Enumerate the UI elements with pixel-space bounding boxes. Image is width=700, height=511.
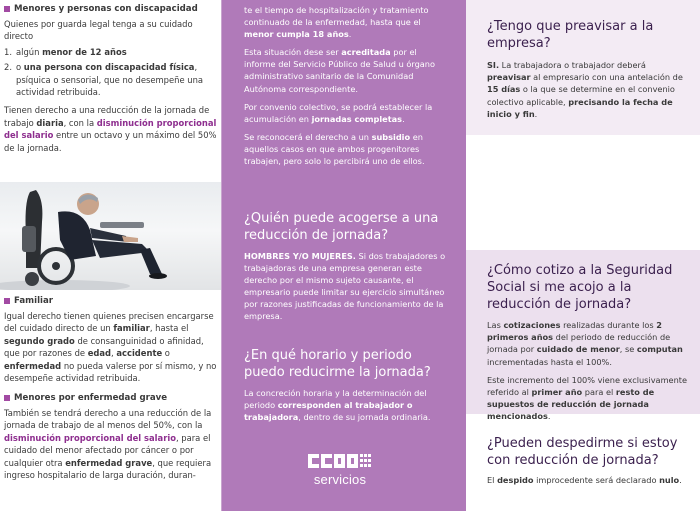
panel-middle <box>222 0 466 511</box>
section-title: Menores y personas con discapacidad <box>4 4 218 14</box>
paragraph: También se tendrá derecho a una reducción de la jornada de trabajo de al menos del 50%, con la disminución proporcional del salario, para el cuidado del menor afectado por cáncer o por cualquier otra enfermedad grave, que requiera ingreso hospitalario de larga duración, duran- <box>4 408 212 481</box>
paragraph: Igual derecho tienen quienes precisen encargarse del cuidado directo de un familiar, hasta el segundo grado de consanguinidad o afinidad, que por razones de edad, accidente o enfermedad no pueda valerse por sí mismo, y no desempeñe actividad retribuida. <box>4 311 217 384</box>
section-familiar <box>4 296 218 384</box>
section-horario <box>244 347 448 423</box>
paragraph: Las cotizaciones realizadas durante los 2 primeros años del periodo de reducción de jornada por cuidado de menor, se computan incrementadas hasta el 100%. <box>487 320 683 367</box>
paragraph: Tienen derecho a una reducción de la jornada de trabajo diaria, con la disminución proporcional del salario entre un octavo y un máximo del 50% de la jornada. <box>4 105 217 153</box>
section-heading: ¿Quién puede acogerse a una reducción de jornada? <box>244 211 439 243</box>
photo-man-wheelchair <box>0 182 222 290</box>
intro-text: Quienes por guarda legal tenga a su cuidado directo <box>4 19 193 42</box>
panel-right <box>466 0 700 511</box>
section-heading: ¿Cómo cotizo a la Seguridad Social si me acojo a la reducción de jornada? <box>487 263 673 312</box>
section-menores-discapacidad <box>4 4 218 154</box>
section-quien <box>244 210 448 323</box>
ccoo-letters-icon <box>306 452 374 470</box>
section-preavisar <box>487 18 692 120</box>
paragraph: HOMBRES Y/O MUJERES. Si dos trabajadores o trabajadoras de una empresa generan este derecho por el mismo sujeto causante, el empresario puede limitar su ejercicio simultáneo por razones justificadas de funcionamiento de la empresa. <box>244 251 446 322</box>
paragraph: Este incremento del 100% viene exclusivamente referido al primer año para el resto de supuestos de reducción de jornada mencionados. <box>487 374 688 422</box>
bullet-square-icon <box>4 298 10 304</box>
section-title: Menores por enfermedad grave <box>4 393 218 403</box>
list-item: 2. o una persona con discapacidad física, psíquica o sensorial, que no desempeñe una actividad retribuida. <box>4 62 204 98</box>
section-title: Familiar <box>4 296 218 306</box>
section-enfermedad-grave <box>4 393 218 481</box>
middle-text <box>244 4 448 167</box>
paragraph: Esta situación dese ser acreditada por el informe del Servicio Público de Salud u órgano administrativo sanitario de la Comunidad Autónoma correspondiente. <box>244 47 436 94</box>
paragraph: Se reconocerá el derecho a un subsidio en aquellos casos en que ambos progenitores trabajen, pero solo lo percibirá uno de ellos. <box>244 131 425 167</box>
section-despedir <box>487 435 692 486</box>
bullet-square-icon <box>4 6 10 12</box>
section-cotizo <box>487 262 692 423</box>
logo-text: servicios <box>313 472 367 487</box>
paragraph: Por convenio colectivo, se podrá establecer la acumulación en jornadas completas. <box>244 101 433 124</box>
bullet-square-icon <box>4 395 10 401</box>
paragraph: SI. La trabajadora o trabajador deberá preavisar al empresario con una antelación de 15 días o la que se determine en el convenio colectivo aplicable, precisando la fecha de inicio y fin. <box>487 60 683 119</box>
section-heading: ¿Tengo que preavisar a la empresa? <box>487 19 654 51</box>
paragraph: La concreción horaria y la determinación del periodo corresponden al trabajador o trabajadora, dentro de su jornada ordinaria. <box>244 388 431 423</box>
ccoo-logo-icon <box>306 452 374 488</box>
list-item: 1. algún menor de 12 años <box>4 46 127 57</box>
wheelchair-illustration <box>0 182 222 290</box>
paragraph: El despido improcedente será declarado nulo. <box>487 475 682 485</box>
section-heading: ¿Pueden despedirme si estoy con reducción de jornada? <box>487 436 678 468</box>
paragraph: te el tiempo de hospitalización y tratamiento continuado de la enfermedad, hasta que el menor cumpla 18 años. <box>244 5 429 40</box>
section-heading: ¿En qué horario y periodo puedo reducirme la jornada? <box>244 348 431 380</box>
panel-left <box>0 0 222 511</box>
